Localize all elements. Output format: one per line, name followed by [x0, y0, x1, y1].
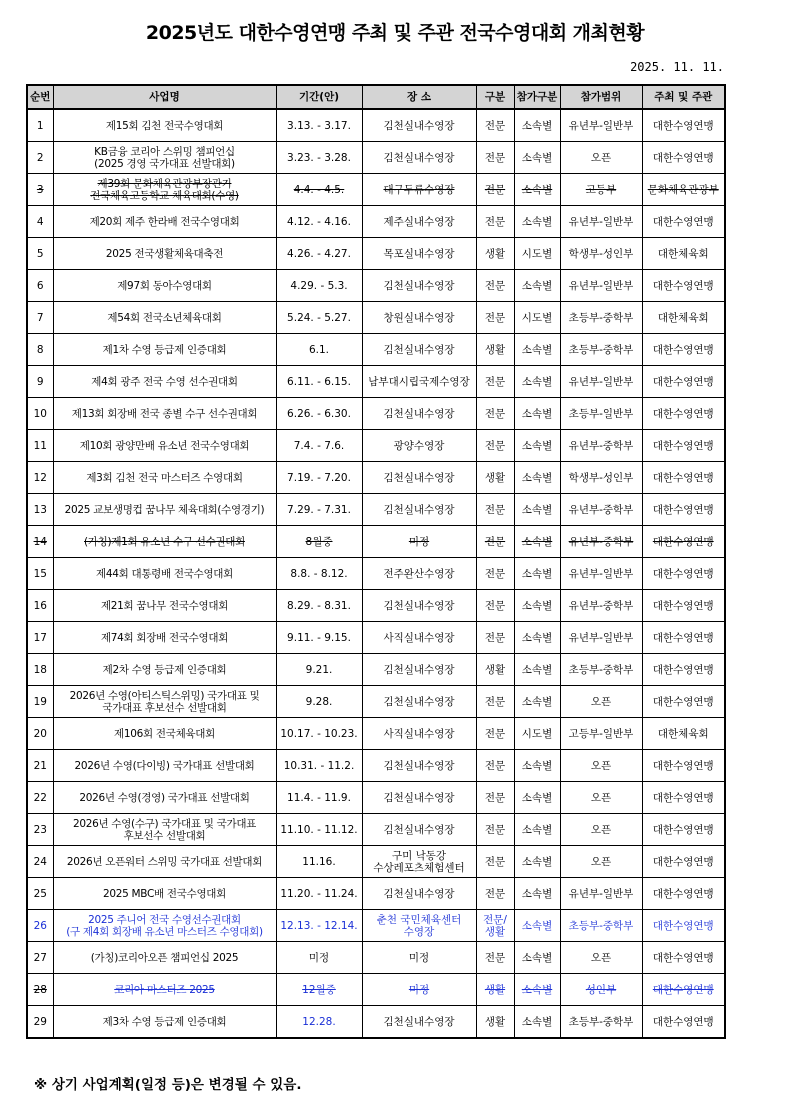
cell-participation: 소속별 [514, 782, 560, 814]
cell-host: 대한수영연맹 [642, 686, 725, 718]
cell-venue: 사직실내수영장 [362, 622, 476, 654]
table-row [27, 238, 725, 270]
cell-participation: 소속별 [514, 590, 560, 622]
cell-venue: 미정 [362, 974, 476, 1006]
cell-name: 제44회 대통령배 전국수영대회 [53, 558, 276, 590]
cell-participation: 소속별 [514, 398, 560, 430]
cell-venue: 사직실내수영장 [362, 718, 476, 750]
cell-host: 대한수영연맹 [642, 109, 725, 142]
cell-name: 2026년 오픈워터 스위밍 국가대표 선발대회 [53, 846, 276, 878]
cell-type: 전문 [476, 590, 514, 622]
cell-period: 7.29. - 7.31. [276, 494, 362, 526]
cell-range: 오픈 [560, 814, 642, 846]
cell-period: 9.28. [276, 686, 362, 718]
cell-no: 13 [27, 494, 53, 526]
cell-period: 12.13. - 12.14. [276, 910, 362, 942]
cell-type: 생활 [476, 238, 514, 270]
cell-participation: 소속별 [514, 846, 560, 878]
cell-host: 대한수영연맹 [642, 462, 725, 494]
cell-no: 10 [27, 398, 53, 430]
cell-host: 대한수영연맹 [642, 1006, 725, 1039]
cell-participation: 소속별 [514, 462, 560, 494]
cell-host: 대한수영연맹 [642, 334, 725, 366]
table-row [27, 270, 725, 302]
cell-name: (가칭)코리아오픈 챔피언십 2025 [53, 942, 276, 974]
cell-period: 8.29. - 8.31. [276, 590, 362, 622]
table-row [27, 590, 725, 622]
table-row [27, 622, 725, 654]
table-row [27, 814, 725, 846]
cell-type: 생활 [476, 1006, 514, 1039]
cell-range: 성인부 [560, 974, 642, 1006]
cell-participation: 소속별 [514, 142, 560, 174]
schedule-table [26, 84, 726, 1039]
cell-venue: 전주완산수영장 [362, 558, 476, 590]
table-row [27, 398, 725, 430]
cell-venue: 김천실내수영장 [362, 750, 476, 782]
cell-name: 제54회 전국소년체육대회 [53, 302, 276, 334]
cell-venue: 김천실내수영장 [362, 590, 476, 622]
cell-period: 4.26. - 4.27. [276, 238, 362, 270]
cell-participation: 소속별 [514, 750, 560, 782]
cell-range: 초등부-중학부 [560, 1006, 642, 1039]
cell-period: 3.13. - 3.17. [276, 109, 362, 142]
cell-type: 전문 [476, 526, 514, 558]
cell-name: 제106회 전국체육대회 [53, 718, 276, 750]
cell-no: 7 [27, 302, 53, 334]
cell-range: 초등부-중학부 [560, 302, 642, 334]
cell-host: 대한수영연맹 [642, 910, 725, 942]
cell-no: 22 [27, 782, 53, 814]
cell-range: 유년부-일반부 [560, 622, 642, 654]
cell-range: 오픈 [560, 750, 642, 782]
cell-type: 전문 [476, 622, 514, 654]
cell-host: 문화체육관광부 [642, 174, 725, 206]
cell-host: 대한수영연맹 [642, 430, 725, 462]
cell-type: 전문 [476, 206, 514, 238]
table-row [27, 846, 725, 878]
cell-type: 전문 [476, 718, 514, 750]
cell-venue: 미정 [362, 942, 476, 974]
cell-range: 유년부-일반부 [560, 366, 642, 398]
cell-host: 대한수영연맹 [642, 558, 725, 590]
cell-range: 유년부-중학부 [560, 590, 642, 622]
cell-name: 제39회 문화체육관광부장관기 전국체육고등학교 체육대회(수영) [53, 174, 276, 206]
table-row [27, 174, 725, 206]
cell-range: 초등부-일반부 [560, 398, 642, 430]
table-row [27, 334, 725, 366]
cell-venue: 김천실내수영장 [362, 109, 476, 142]
cell-venue: 남부대시립국제수영장 [362, 366, 476, 398]
cell-type: 전문 [476, 398, 514, 430]
cell-range: 오픈 [560, 686, 642, 718]
cell-venue: 김천실내수영장 [362, 878, 476, 910]
cell-venue: 김천실내수영장 [362, 686, 476, 718]
cell-name: 제2차 수영 등급제 인증대회 [53, 654, 276, 686]
table-row [27, 974, 725, 1006]
table-row [27, 142, 725, 174]
cell-participation: 소속별 [514, 686, 560, 718]
cell-participation: 시도별 [514, 238, 560, 270]
table-row [27, 494, 725, 526]
cell-participation: 소속별 [514, 654, 560, 686]
cell-period: 12.28. [276, 1006, 362, 1039]
header-type: 구분 [476, 85, 514, 109]
table-row [27, 718, 725, 750]
cell-host: 대한수영연맹 [642, 526, 725, 558]
cell-host: 대한수영연맹 [642, 814, 725, 846]
table-row [27, 430, 725, 462]
cell-range: 유년부-중학부 [560, 494, 642, 526]
cell-participation: 소속별 [514, 206, 560, 238]
cell-name: 제13회 회장배 전국 종별 수구 선수권대회 [53, 398, 276, 430]
cell-venue: 김천실내수영장 [362, 398, 476, 430]
cell-no: 27 [27, 942, 53, 974]
cell-name: (가칭)제1회 유소년 수구 선수권대회 [53, 526, 276, 558]
table-row [27, 878, 725, 910]
table-row [27, 1006, 725, 1039]
header-name: 사업명 [53, 85, 276, 109]
cell-name: 2025 교보생명컵 꿈나무 체육대회(수영경기) [53, 494, 276, 526]
cell-period: 4.12. - 4.16. [276, 206, 362, 238]
cell-period: 7.4. - 7.6. [276, 430, 362, 462]
cell-type: 전문 [476, 846, 514, 878]
cell-period: 4.4. - 4.5. [276, 174, 362, 206]
cell-period: 6.11. - 6.15. [276, 366, 362, 398]
cell-name: 2026년 수영(아티스틱스위밍) 국가대표 및 국가대표 후보선수 선발대회 [53, 686, 276, 718]
table-row [27, 686, 725, 718]
cell-venue: 구미 낙동강 수상레포츠체험센터 [362, 846, 476, 878]
cell-participation: 소속별 [514, 910, 560, 942]
cell-no: 1 [27, 109, 53, 142]
cell-participation: 소속별 [514, 942, 560, 974]
cell-participation: 소속별 [514, 974, 560, 1006]
cell-period: 5.24. - 5.27. [276, 302, 362, 334]
cell-host: 대한수영연맹 [642, 878, 725, 910]
cell-host: 대한수영연맹 [642, 398, 725, 430]
cell-host: 대한체육회 [642, 718, 725, 750]
cell-participation: 소속별 [514, 1006, 560, 1039]
cell-participation: 소속별 [514, 430, 560, 462]
cell-type: 전문/ 생활 [476, 910, 514, 942]
cell-venue: 김천실내수영장 [362, 334, 476, 366]
cell-period: 10.17. - 10.23. [276, 718, 362, 750]
cell-host: 대한수영연맹 [642, 846, 725, 878]
cell-type: 전문 [476, 686, 514, 718]
cell-venue: 춘천 국민체육센터 수영장 [362, 910, 476, 942]
cell-type: 생활 [476, 334, 514, 366]
cell-no: 2 [27, 142, 53, 174]
cell-host: 대한수영연맹 [642, 366, 725, 398]
cell-venue: 김천실내수영장 [362, 142, 476, 174]
cell-type: 생활 [476, 462, 514, 494]
cell-type: 전문 [476, 878, 514, 910]
cell-period: 11.20. - 11.24. [276, 878, 362, 910]
table-row [27, 366, 725, 398]
cell-name: 2025 전국생활체육대축전 [53, 238, 276, 270]
cell-venue: 김천실내수영장 [362, 654, 476, 686]
cell-participation: 소속별 [514, 366, 560, 398]
document-date: 2025. 11. 11. [630, 60, 724, 74]
cell-name: 2026년 수영(다이빙) 국가대표 선발대회 [53, 750, 276, 782]
cell-no: 6 [27, 270, 53, 302]
cell-type: 전문 [476, 270, 514, 302]
cell-venue: 김천실내수영장 [362, 270, 476, 302]
cell-period: 11.16. [276, 846, 362, 878]
cell-venue: 목포실내수영장 [362, 238, 476, 270]
cell-range: 오픈 [560, 142, 642, 174]
cell-host: 대한수영연맹 [642, 942, 725, 974]
cell-type: 전문 [476, 142, 514, 174]
cell-no: 19 [27, 686, 53, 718]
cell-participation: 소속별 [514, 174, 560, 206]
cell-name: 제1차 수영 등급제 인증대회 [53, 334, 276, 366]
cell-participation: 소속별 [514, 526, 560, 558]
cell-type: 전문 [476, 750, 514, 782]
cell-host: 대한수영연맹 [642, 750, 725, 782]
table-row [27, 558, 725, 590]
cell-venue: 미정 [362, 526, 476, 558]
table-row [27, 109, 725, 142]
cell-participation: 소속별 [514, 270, 560, 302]
cell-type: 전문 [476, 494, 514, 526]
cell-venue: 김천실내수영장 [362, 462, 476, 494]
page-title: 2025년도 대한수영연맹 주최 및 주관 전국수영대회 개최현황 [145, 22, 645, 44]
cell-range: 유년부-일반부 [560, 878, 642, 910]
cell-name: KB금융 코리아 스위밍 챔피언십 (2025 경영 국가대표 선발대회) [53, 142, 276, 174]
cell-host: 대한수영연맹 [642, 206, 725, 238]
cell-host: 대한체육회 [642, 238, 725, 270]
cell-venue: 김천실내수영장 [362, 814, 476, 846]
cell-type: 전문 [476, 430, 514, 462]
cell-period: 9.11. - 9.15. [276, 622, 362, 654]
table-row [27, 750, 725, 782]
cell-name: 2025 주니어 전국 수영선수권대회 (구 제4회 회장배 유소년 마스터즈 수영대회) [53, 910, 276, 942]
cell-range: 고등부-일반부 [560, 718, 642, 750]
table-row [27, 206, 725, 238]
cell-period: 11.10. - 11.12. [276, 814, 362, 846]
cell-period: 8.8. - 8.12. [276, 558, 362, 590]
cell-venue: 김천실내수영장 [362, 782, 476, 814]
cell-name: 2026년 수영(수구) 국가대표 및 국가대표 후보선수 선발대회 [53, 814, 276, 846]
cell-host: 대한수영연맹 [642, 494, 725, 526]
cell-type: 생활 [476, 974, 514, 1006]
cell-no: 14 [27, 526, 53, 558]
cell-period: 8월중 [276, 526, 362, 558]
cell-name: 2025 MBC배 전국수영대회 [53, 878, 276, 910]
table-row [27, 782, 725, 814]
cell-participation: 소속별 [514, 558, 560, 590]
cell-range: 초등부-중학부 [560, 654, 642, 686]
footnote: ※ 상기 사업계획(일정 등)은 변경될 수 있음. [34, 1077, 302, 1093]
cell-participation: 소속별 [514, 814, 560, 846]
cell-range: 유년부-일반부 [560, 558, 642, 590]
cell-no: 9 [27, 366, 53, 398]
cell-period: 4.29. - 5.3. [276, 270, 362, 302]
cell-no: 11 [27, 430, 53, 462]
cell-name: 제3회 김천 전국 마스터즈 수영대회 [53, 462, 276, 494]
cell-name: 제97회 동아수영대회 [53, 270, 276, 302]
cell-period: 12월중 [276, 974, 362, 1006]
cell-range: 학생부-성인부 [560, 462, 642, 494]
cell-host: 대한수영연맹 [642, 590, 725, 622]
cell-no: 16 [27, 590, 53, 622]
cell-host: 대한수영연맹 [642, 782, 725, 814]
header-no: 순번 [27, 85, 53, 109]
cell-type: 전문 [476, 782, 514, 814]
cell-no: 5 [27, 238, 53, 270]
cell-no: 20 [27, 718, 53, 750]
table-header-row [27, 85, 725, 109]
cell-no: 4 [27, 206, 53, 238]
cell-host: 대한수영연맹 [642, 270, 725, 302]
cell-no: 26 [27, 910, 53, 942]
cell-range: 오픈 [560, 782, 642, 814]
cell-range: 오픈 [560, 846, 642, 878]
cell-range: 유년부-일반부 [560, 270, 642, 302]
cell-range: 초등부-중학부 [560, 910, 642, 942]
cell-no: 3 [27, 174, 53, 206]
cell-name: 제10회 광양만배 유소년 전국수영대회 [53, 430, 276, 462]
table-row [27, 526, 725, 558]
cell-range: 초등부-중학부 [560, 334, 642, 366]
cell-name: 제4회 광주 전국 수영 선수권대회 [53, 366, 276, 398]
cell-range: 고등부 [560, 174, 642, 206]
cell-no: 25 [27, 878, 53, 910]
cell-participation: 시도별 [514, 302, 560, 334]
cell-range: 유년부-일반부 [560, 206, 642, 238]
cell-no: 17 [27, 622, 53, 654]
header-range: 참가범위 [560, 85, 642, 109]
header-period: 기간(안) [276, 85, 362, 109]
cell-participation: 소속별 [514, 878, 560, 910]
cell-period: 7.19. - 7.20. [276, 462, 362, 494]
table-row [27, 302, 725, 334]
cell-host: 대한수영연맹 [642, 142, 725, 174]
cell-type: 전문 [476, 302, 514, 334]
cell-type: 전문 [476, 366, 514, 398]
cell-no: 21 [27, 750, 53, 782]
cell-no: 8 [27, 334, 53, 366]
cell-name: 제15회 김천 전국수영대회 [53, 109, 276, 142]
cell-venue: 김천실내수영장 [362, 494, 476, 526]
cell-name: 코리아 마스터즈 2025 [53, 974, 276, 1006]
table-row [27, 462, 725, 494]
cell-venue: 제주실내수영장 [362, 206, 476, 238]
cell-name: 제74회 회장배 전국수영대회 [53, 622, 276, 654]
header-host: 주최 및 주관 [642, 85, 725, 109]
cell-range: 유년부-중학부 [560, 430, 642, 462]
cell-period: 10.31. - 11.2. [276, 750, 362, 782]
cell-no: 29 [27, 1006, 53, 1039]
cell-name: 2026년 수영(경영) 국가대표 선발대회 [53, 782, 276, 814]
cell-participation: 소속별 [514, 109, 560, 142]
cell-period: 9.21. [276, 654, 362, 686]
cell-name: 제20회 제주 한라배 전국수영대회 [53, 206, 276, 238]
table-row [27, 654, 725, 686]
cell-venue: 김천실내수영장 [362, 1006, 476, 1039]
cell-venue: 창원실내수영장 [362, 302, 476, 334]
cell-range: 유년부-중학부 [560, 526, 642, 558]
cell-host: 대한수영연맹 [642, 622, 725, 654]
cell-range: 학생부-성인부 [560, 238, 642, 270]
cell-type: 전문 [476, 109, 514, 142]
cell-type: 생활 [476, 654, 514, 686]
cell-participation: 소속별 [514, 334, 560, 366]
cell-period: 3.23. - 3.28. [276, 142, 362, 174]
cell-no: 28 [27, 974, 53, 1006]
cell-no: 18 [27, 654, 53, 686]
cell-participation: 소속별 [514, 622, 560, 654]
cell-name: 제21회 꿈나무 전국수영대회 [53, 590, 276, 622]
header-participation: 참가구분 [514, 85, 560, 109]
cell-venue: 대구두류수영장 [362, 174, 476, 206]
cell-range: 오픈 [560, 942, 642, 974]
cell-type: 전문 [476, 814, 514, 846]
cell-host: 대한수영연맹 [642, 654, 725, 686]
cell-name: 제3차 수영 등급제 인증대회 [53, 1006, 276, 1039]
cell-type: 전문 [476, 174, 514, 206]
header-venue: 장 소 [362, 85, 476, 109]
cell-venue: 광양수영장 [362, 430, 476, 462]
cell-type: 전문 [476, 558, 514, 590]
cell-period: 6.1. [276, 334, 362, 366]
cell-period: 6.26. - 6.30. [276, 398, 362, 430]
cell-period: 미정 [276, 942, 362, 974]
cell-type: 전문 [476, 942, 514, 974]
table-row [27, 910, 725, 942]
cell-host: 대한체육회 [642, 302, 725, 334]
cell-period: 11.4. - 11.9. [276, 782, 362, 814]
cell-host: 대한수영연맹 [642, 974, 725, 1006]
cell-no: 12 [27, 462, 53, 494]
cell-participation: 소속별 [514, 494, 560, 526]
cell-no: 23 [27, 814, 53, 846]
table-row [27, 942, 725, 974]
cell-no: 24 [27, 846, 53, 878]
cell-range: 유년부-일반부 [560, 109, 642, 142]
cell-participation: 시도별 [514, 718, 560, 750]
cell-no: 15 [27, 558, 53, 590]
